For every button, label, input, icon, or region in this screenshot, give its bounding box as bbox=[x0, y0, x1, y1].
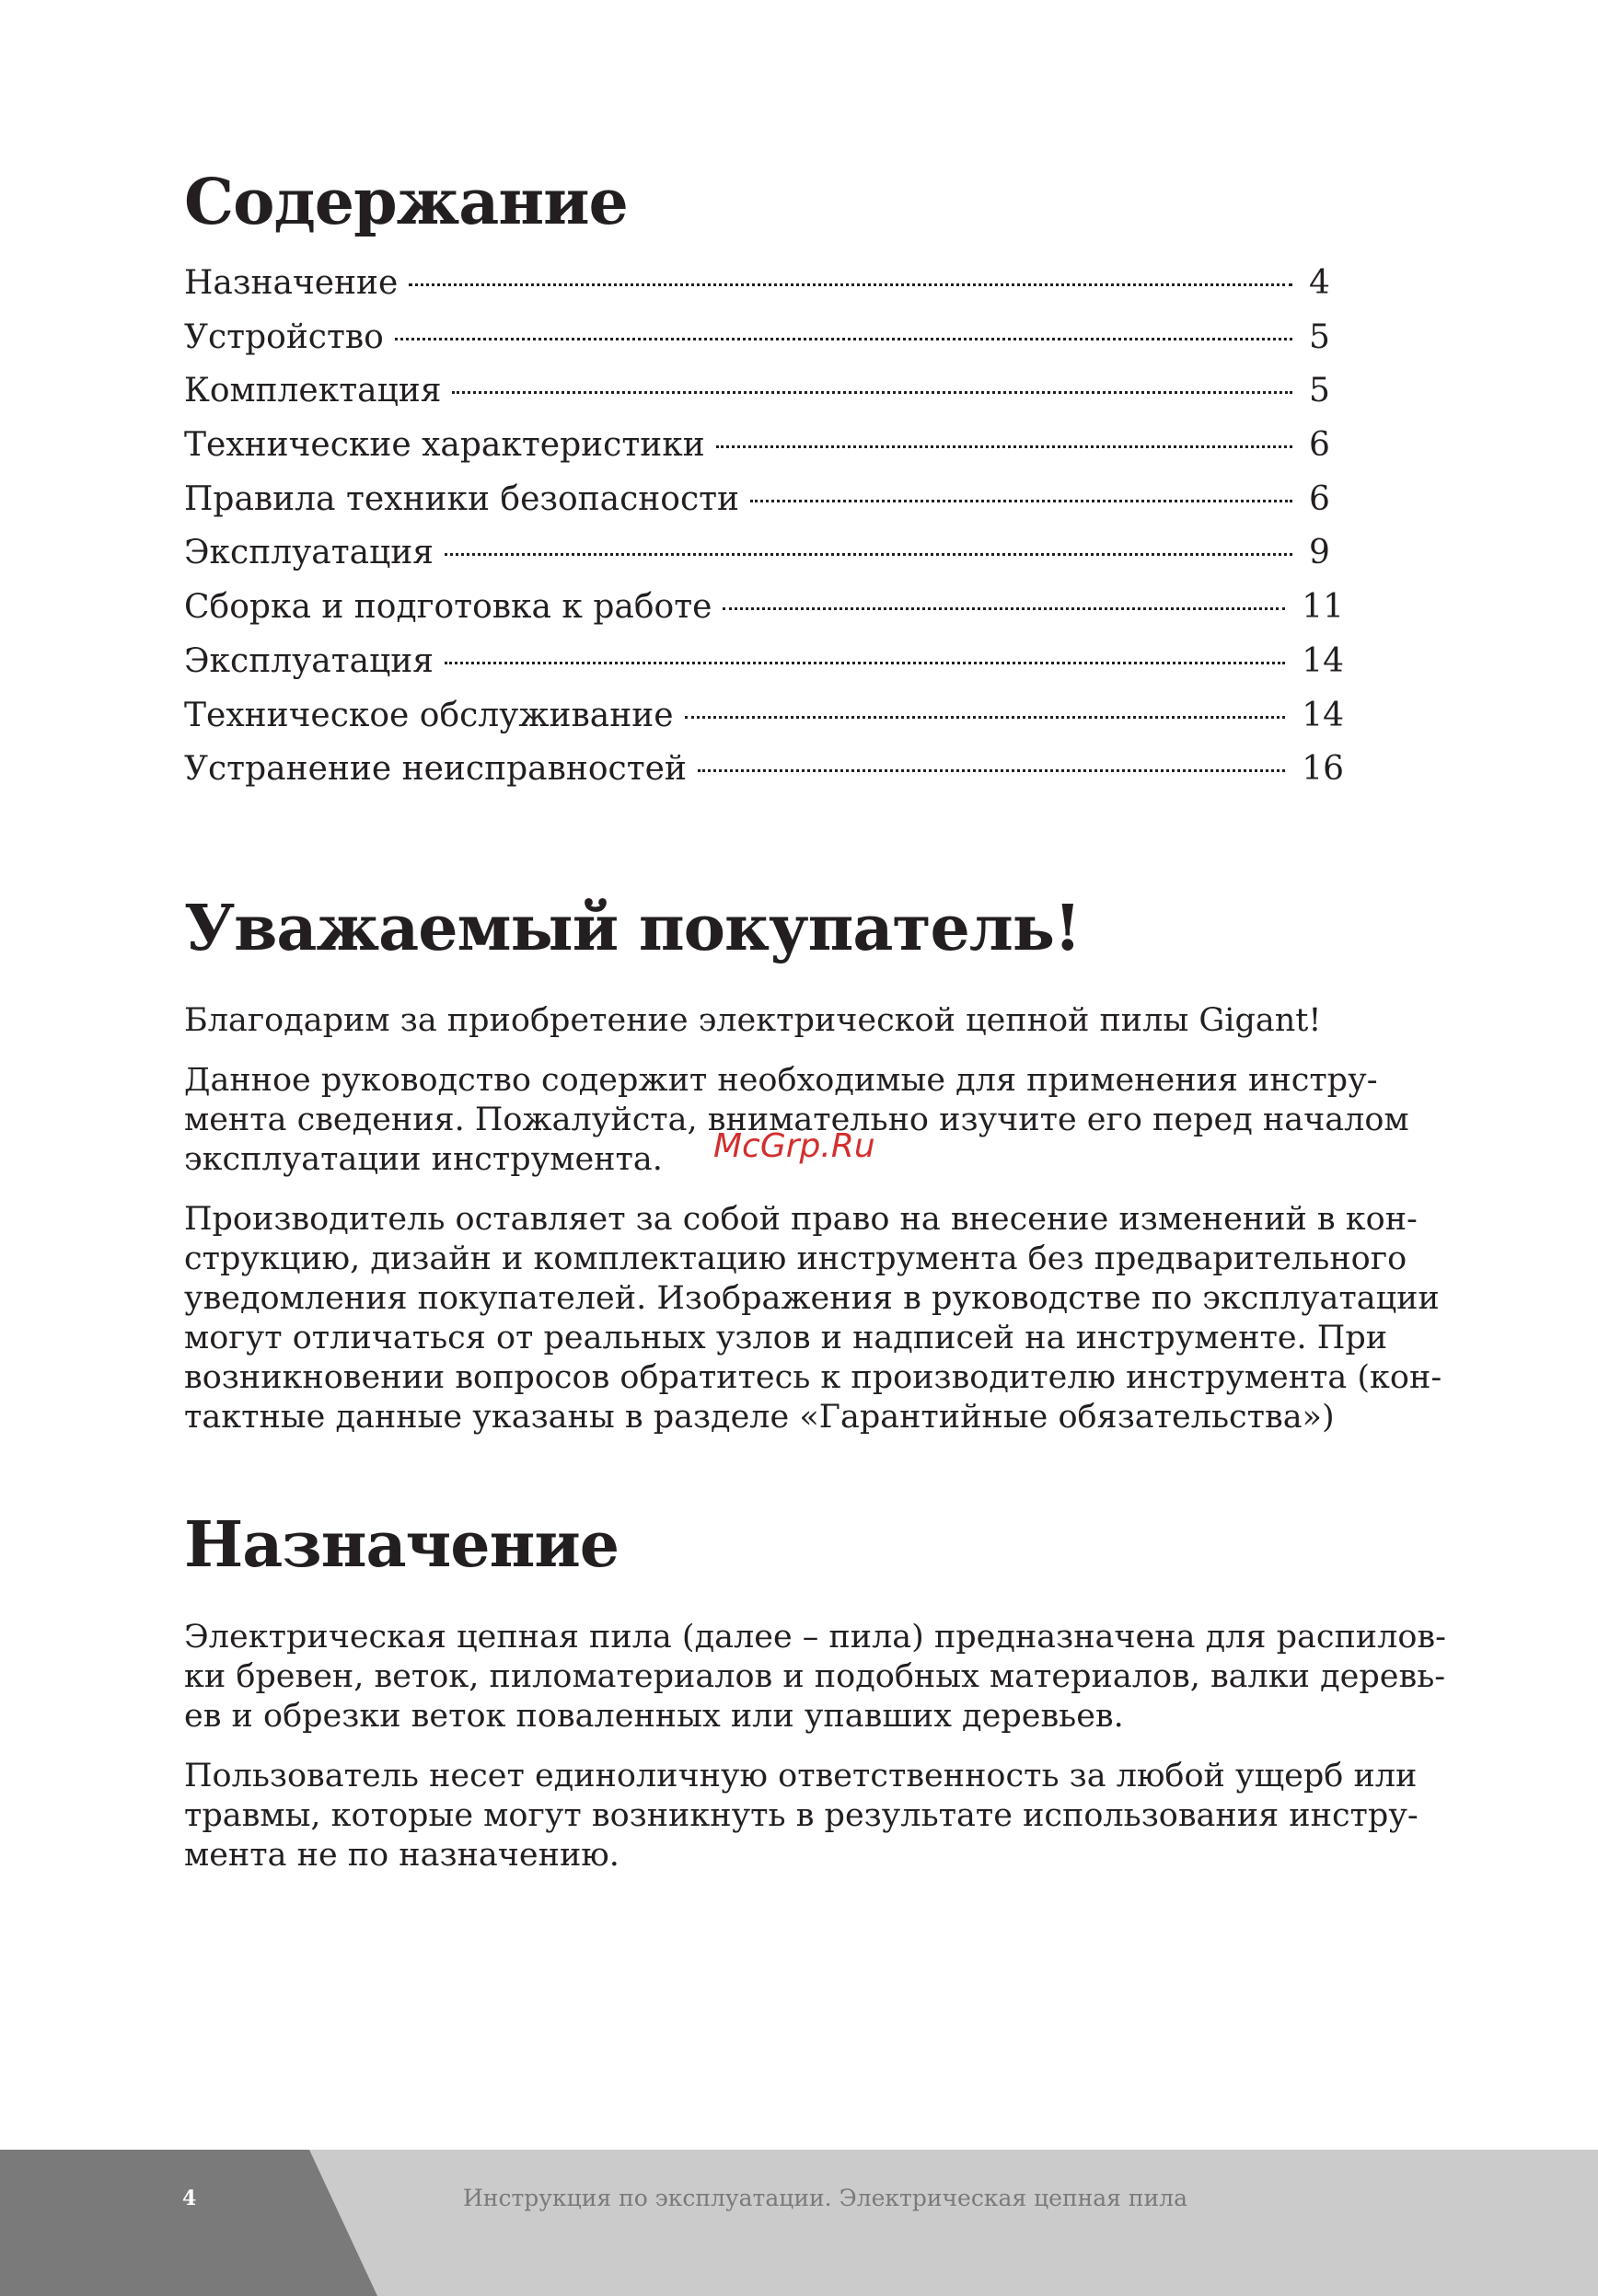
body-paragraph: Благодарим за приобретение электрической цепной пилы Gigant! bbox=[184, 1001, 1322, 1039]
toc-item-title: Назначение bbox=[184, 264, 399, 302]
toc-leader-dots bbox=[395, 338, 1292, 340]
purpose-heading: Назначение bbox=[184, 1507, 620, 1582]
toc-item[interactable] bbox=[184, 750, 1344, 804]
dear-customer-heading: Уважаемый покупатель! bbox=[184, 891, 1081, 965]
toc-leader-dots bbox=[452, 391, 1292, 394]
toc-item-title: Техническое обслуживание bbox=[184, 696, 674, 734]
footer-title: Инструкция по эксплуатации. Электрическая цепная пила bbox=[463, 2185, 1187, 2211]
page-content bbox=[184, 161, 1454, 1875]
toc-item-page: 4 bbox=[1309, 264, 1330, 302]
toc-leader-dots bbox=[698, 769, 1285, 772]
toc-item-page: 14 bbox=[1302, 641, 1344, 680]
toc-item[interactable] bbox=[184, 426, 1344, 480]
toc-leader-dots bbox=[445, 553, 1292, 556]
toc-item-page: 16 bbox=[1302, 750, 1344, 789]
toc-item-page: 9 bbox=[1309, 534, 1330, 572]
toc-item[interactable] bbox=[184, 534, 1344, 588]
toc-item-title: Устройство bbox=[184, 317, 384, 356]
toc-leader-dots bbox=[723, 607, 1285, 610]
toc-item[interactable] bbox=[184, 588, 1344, 642]
toc-leader-dots bbox=[716, 445, 1292, 448]
toc-item-title: Комплектация bbox=[184, 372, 442, 410]
purpose-section bbox=[184, 1504, 1454, 1875]
page-footer bbox=[0, 2150, 1598, 2296]
toc-leader-dots bbox=[685, 716, 1286, 719]
footer-page-number: 4 bbox=[182, 2186, 197, 2210]
toc-leader-dots bbox=[445, 662, 1285, 664]
body-paragraph: Данное руководство содержит необходимые для применения инструмента сведения. Пожалуйста, внимательно изучите его перед началом эксплуатации инструмента. bbox=[184, 1061, 1409, 1178]
table-of-contents bbox=[184, 264, 1344, 804]
toc-item-title: Правила техники безопасности bbox=[184, 479, 740, 518]
toc-item-page: 5 bbox=[1309, 317, 1330, 356]
toc-item-title: Устранение неисправностей bbox=[184, 750, 687, 789]
body-paragraph: Электрическая цепная пила (далее – пила) предназначена для распиловки бревен, веток, пиломатериалов и подобных материалов, валки деревьев и обрезки веток поваленных или упавших деревьев. bbox=[184, 1618, 1446, 1735]
toc-item-page: 14 bbox=[1302, 696, 1344, 734]
toc-item[interactable] bbox=[184, 318, 1344, 373]
toc-leader-dots bbox=[750, 500, 1292, 502]
watermark: McGrp.Ru bbox=[713, 1127, 875, 1165]
toc-heading: Содержание bbox=[184, 166, 628, 239]
toc-item[interactable] bbox=[184, 264, 1344, 318]
toc-item-title: Эксплуатация bbox=[184, 641, 434, 680]
body-paragraph: Производитель оставляет за собой право на внесение изменений в конструкцию, дизайн и комплектацию инструмента без предварительного уведомления покупателей. Изображения в руководстве по эксплуатации могут отличаться от реальных узлов и надписей на инструменте. При возникновении вопросов обратитесь к производителю инструмента (контактные данные указаны в разделе «Гарантийные обязательства») bbox=[184, 1200, 1442, 1436]
footer-accent-shape bbox=[0, 2150, 377, 2296]
toc-item[interactable] bbox=[184, 372, 1344, 426]
toc-item-title: Эксплуатация bbox=[184, 534, 434, 572]
toc-item[interactable] bbox=[184, 480, 1344, 535]
toc-item-page: 6 bbox=[1309, 479, 1330, 518]
toc-item-title: Сборка и подготовка к работе bbox=[184, 588, 712, 627]
toc-item-page: 6 bbox=[1309, 426, 1330, 465]
toc-item-page: 5 bbox=[1309, 372, 1330, 410]
body-paragraph: Пользователь несет единоличную ответственность за любой ущерб или травмы, которые могут возникнуть в результате использования инструмента не по назначению. bbox=[184, 1757, 1419, 1874]
toc-item[interactable] bbox=[184, 642, 1344, 697]
toc-item-title: Технические характеристики bbox=[184, 426, 705, 465]
toc-item-page: 11 bbox=[1302, 588, 1344, 627]
toc-item[interactable] bbox=[184, 697, 1344, 751]
toc-leader-dots bbox=[409, 283, 1292, 286]
